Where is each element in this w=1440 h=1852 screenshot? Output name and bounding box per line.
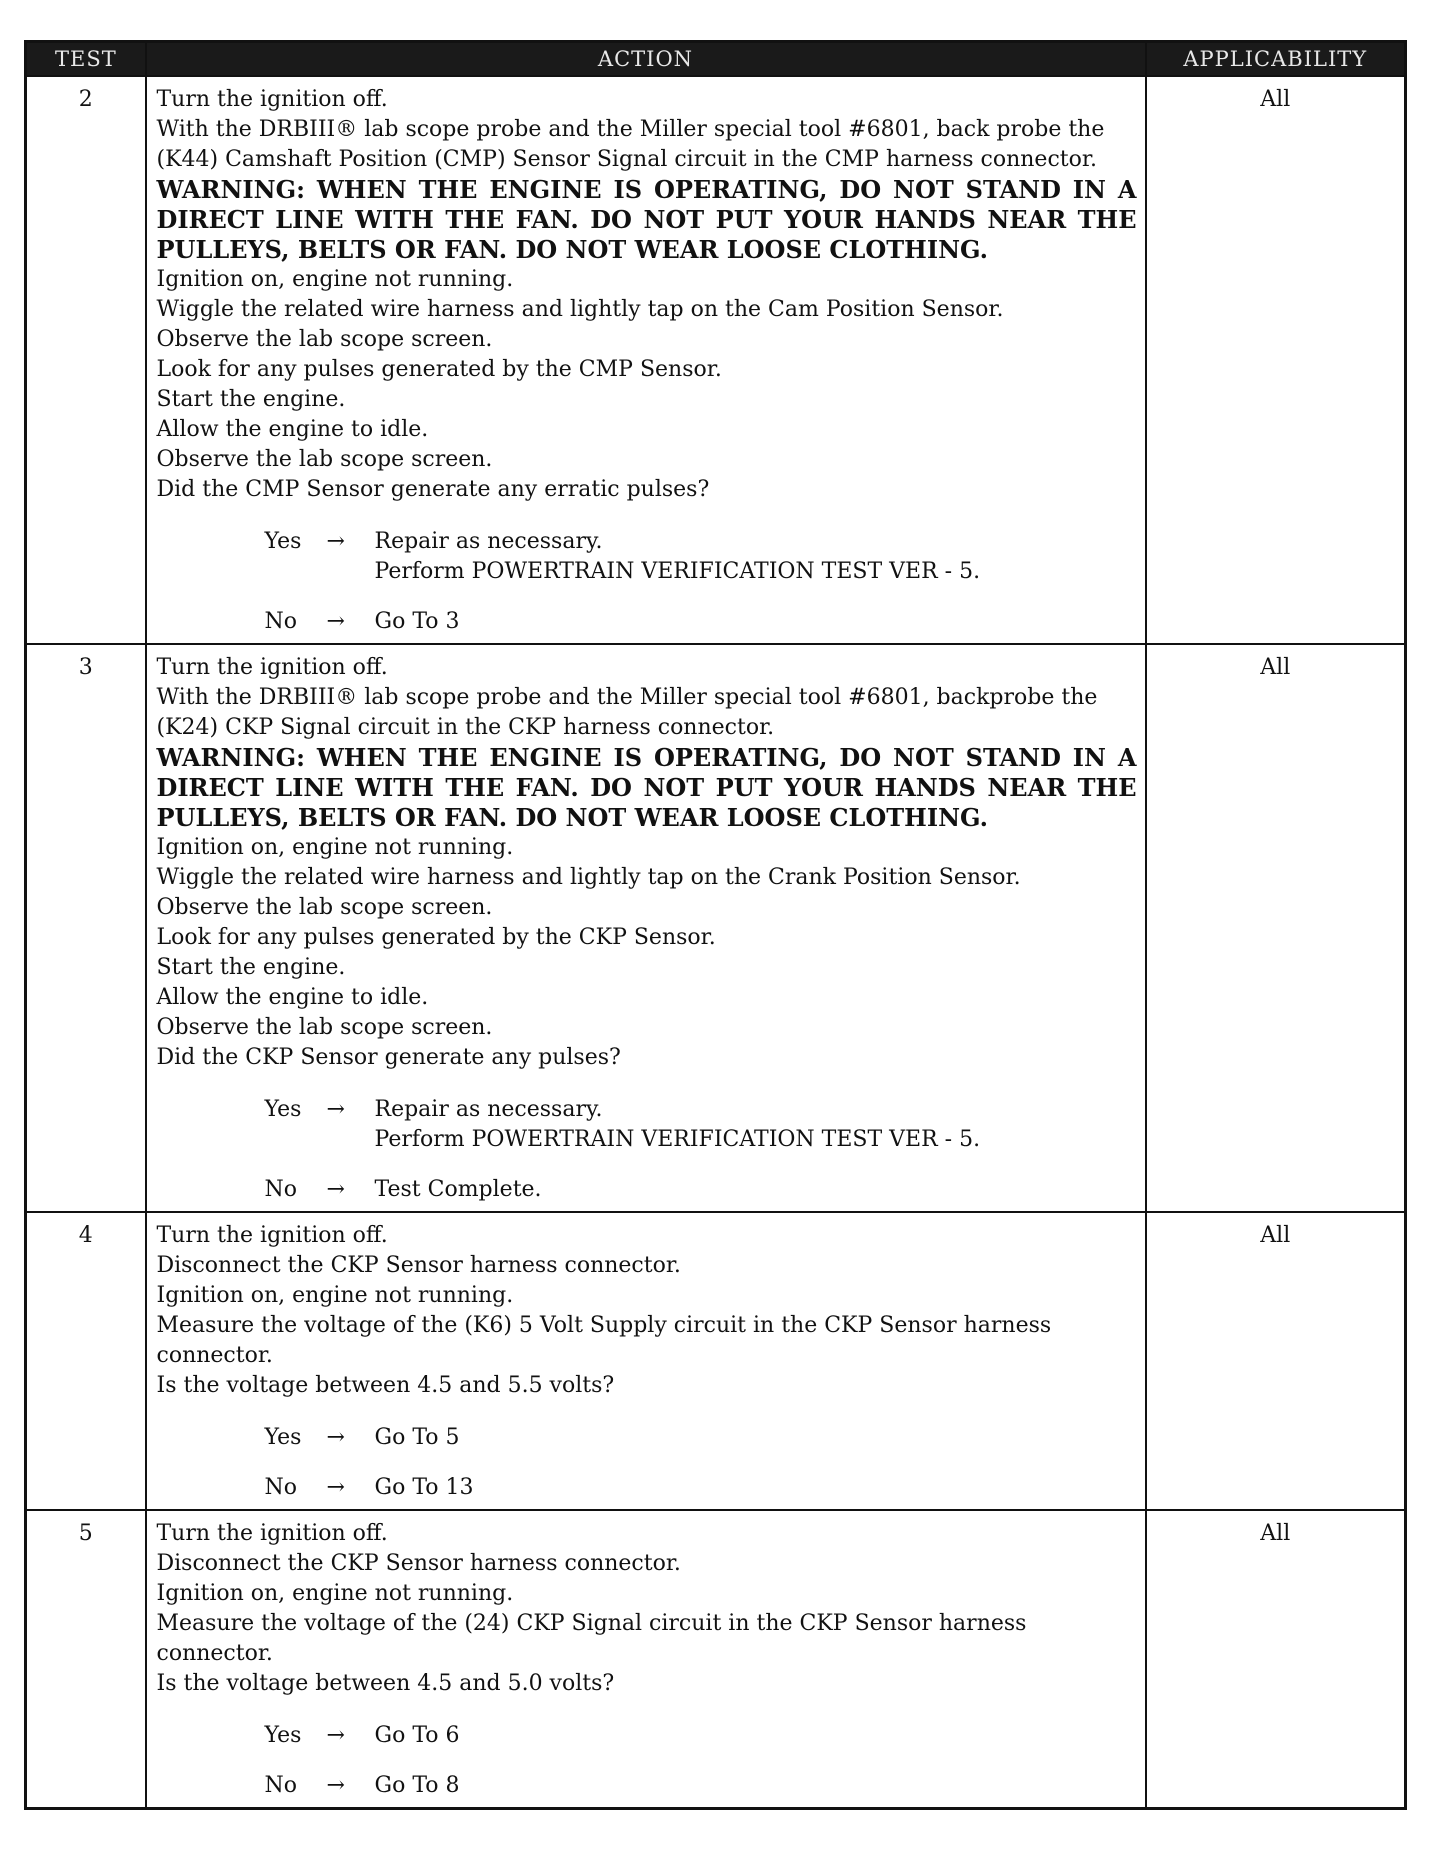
header-test: TEST [26,42,146,77]
header-action: ACTION [146,42,1146,77]
outcome-line: Go To 8 [374,1773,460,1798]
applicability-cell: All [1146,1212,1406,1510]
yes-outcome [375,1721,1137,1751]
table-header-row [26,42,1406,77]
outcome-line: Go To 13 [374,1475,474,1500]
no-label: No [264,1177,297,1202]
right-arrow-icon: → [326,1723,345,1748]
action-step: Ignition on, engine not running. [156,267,514,292]
action-step: Ignition on, engine not running. [156,835,514,860]
procedure-sheet [24,40,1404,1810]
action-step: Observe the lab scope screen. [156,327,493,352]
action-step: Turn the ignition off. [156,1223,388,1248]
yes-outcome [375,1423,1137,1453]
action-step: Disconnect the CKP Sensor harness connector. [156,1551,681,1576]
yes-result [265,1095,1137,1155]
action-step: Turn the ignition off. [156,87,388,112]
action-cell [146,76,1146,644]
right-arrow-icon: → [326,529,345,554]
diagnostic-test-table [24,40,1407,1810]
table-row [26,644,1406,1212]
table-row [26,76,1406,644]
right-arrow-icon: → [326,609,345,634]
yes-result [265,1721,1137,1751]
outcome-line: Go To 6 [374,1723,460,1748]
outcome-line: Test Complete. [374,1177,542,1202]
action-step: Did the CMP Sensor generate any erratic pulses? [156,477,710,502]
table-body [26,76,1406,1809]
no-outcome [375,1473,1137,1503]
applicability-cell: All [1146,1510,1406,1809]
table-row [26,1212,1406,1510]
outcome-line: Go To 3 [374,609,460,634]
no-outcome [375,1771,1137,1801]
no-result [265,1473,1137,1503]
applicability-cell: All [1146,76,1406,644]
right-arrow-icon: → [326,1773,345,1798]
yes-label: Yes [264,1425,302,1450]
action-step: With the DRBIII® lab scope probe and the Miller special tool #6801, backprobe the (K24) CKP Signal circuit in the CKP harness connector. [156,685,1098,740]
action-step: Start the engine. [156,387,346,412]
right-arrow-icon: → [326,1177,345,1202]
no-outcome [375,607,1137,637]
no-label: No [264,1475,297,1500]
action-step: Turn the ignition off. [156,655,388,680]
table-row [26,1510,1406,1809]
action-step: Observe the lab scope screen. [156,895,493,920]
action-cell [146,644,1146,1212]
action-step: Measure the voltage of the (24) CKP Signal circuit in the CKP Sensor harness connector. [156,1611,1027,1666]
outcome-line: Perform POWERTRAIN VERIFICATION TEST VER - 5. [374,1127,981,1152]
outcome-line: Repair as necessary. [374,529,603,554]
yes-outcome [375,1095,1137,1155]
yes-label: Yes [264,529,302,554]
right-arrow-icon: → [326,1425,345,1450]
action-step: Measure the voltage of the (K6) 5 Volt Supply circuit in the CKP Sensor harness connector. [156,1313,1052,1368]
safety-warning: WARNING: WHEN THE ENGINE IS OPERATING, DO NOT STAND IN A DIRECT LINE WITH THE FAN. DO NOT PUT YOUR HANDS NEAR THE PULLEYS, BELTS OR FAN. DO NOT WEAR LOOSE CLOTHING. [156,175,1137,264]
action-step: Is the voltage between 4.5 and 5.5 volts? [156,1373,615,1398]
action-step: Start the engine. [156,955,346,980]
no-outcome [375,1175,1137,1205]
action-step: Look for any pulses generated by the CMP Sensor. [156,357,722,382]
test-number: 3 [26,644,146,1212]
no-result [265,1175,1137,1205]
applicability-cell: All [1146,644,1406,1212]
action-step: Disconnect the CKP Sensor harness connector. [156,1253,681,1278]
no-label: No [264,1773,297,1798]
right-arrow-icon: → [326,1097,345,1122]
no-result [265,607,1137,637]
test-number: 5 [26,1510,146,1809]
right-arrow-icon: → [326,1475,345,1500]
action-step: Is the voltage between 4.5 and 5.0 volts? [156,1671,615,1696]
action-step: Turn the ignition off. [156,1521,388,1546]
action-step: Ignition on, engine not running. [156,1283,514,1308]
outcome-line: Repair as necessary. [374,1097,603,1122]
yes-outcome [375,527,1137,587]
yes-result [265,1423,1137,1453]
action-step: Did the CKP Sensor generate any pulses? [156,1045,621,1070]
action-step: Allow the engine to idle. [156,985,429,1010]
action-step: Look for any pulses generated by the CKP Sensor. [156,925,716,950]
action-step: Wiggle the related wire harness and lightly tap on the Crank Position Sensor. [156,865,1021,890]
outcome-line: Perform POWERTRAIN VERIFICATION TEST VER - 5. [374,559,981,584]
action-cell [146,1510,1146,1809]
safety-warning: WARNING: WHEN THE ENGINE IS OPERATING, DO NOT STAND IN A DIRECT LINE WITH THE FAN. DO NOT PUT YOUR HANDS NEAR THE PULLEYS, BELTS OR FAN. DO NOT WEAR LOOSE CLOTHING. [156,743,1137,832]
no-label: No [264,609,297,634]
action-step: With the DRBIII® lab scope probe and the Miller special tool #6801, back probe the (K44) Camshaft Position (CMP) Sensor Signal circuit in the CMP harness connector. [156,117,1105,172]
yes-result [265,527,1137,587]
yes-label: Yes [264,1723,302,1748]
action-step: Ignition on, engine not running. [156,1581,514,1606]
action-step: Wiggle the related wire harness and lightly tap on the Cam Position Sensor. [156,297,1004,322]
action-cell [146,1212,1146,1510]
action-step: Allow the engine to idle. [156,417,429,442]
test-number: 4 [26,1212,146,1510]
action-step: Observe the lab scope screen. [156,1015,493,1040]
yes-label: Yes [264,1097,302,1122]
test-number: 2 [26,76,146,644]
no-result [265,1771,1137,1801]
outcome-line: Go To 5 [374,1425,460,1450]
action-step: Observe the lab scope screen. [156,447,493,472]
header-applicability: APPLICABILITY [1146,42,1406,77]
